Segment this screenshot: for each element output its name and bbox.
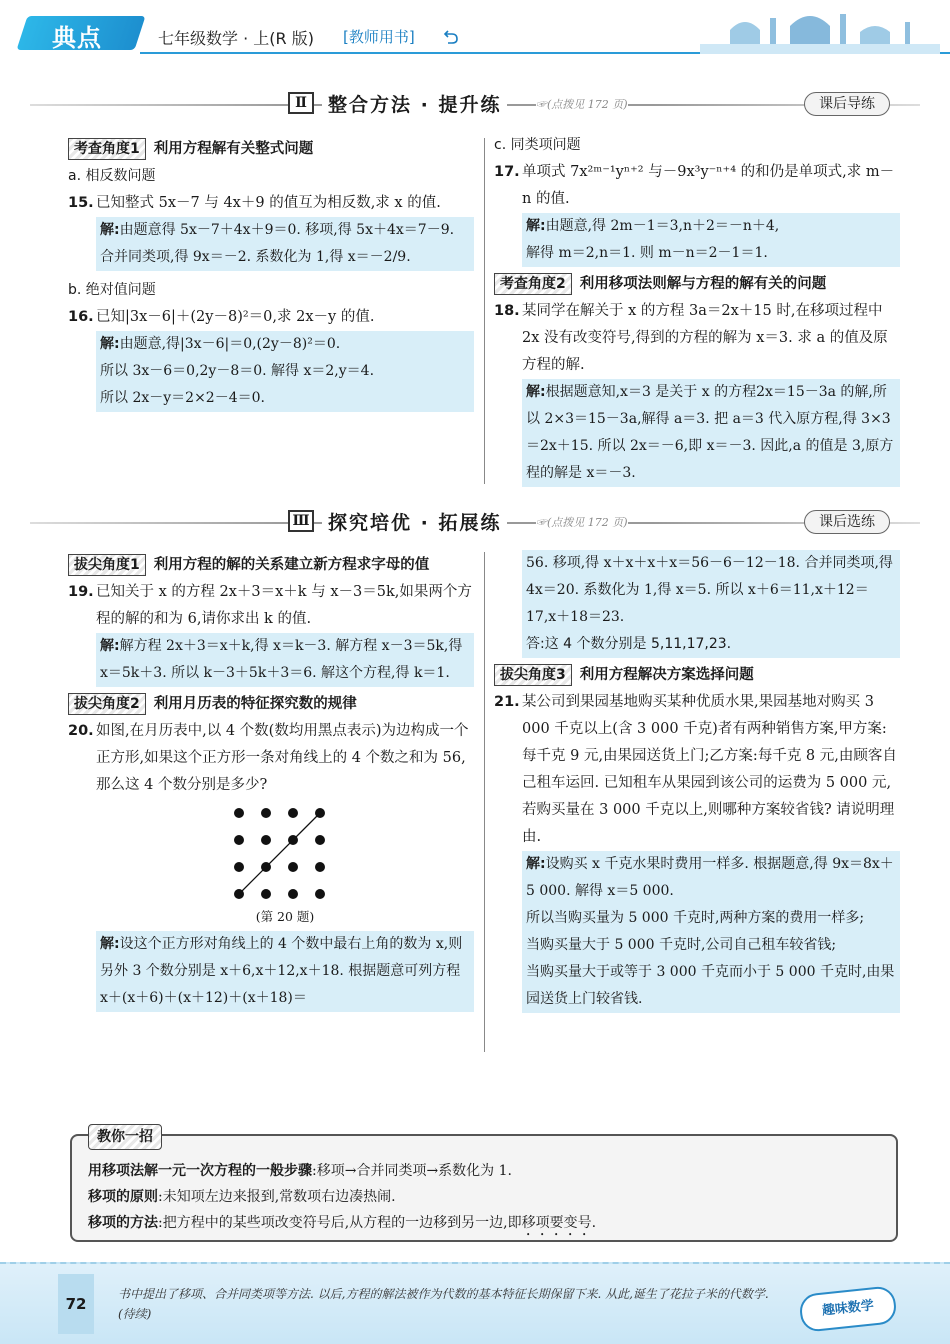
tip-line-bold: 用移项法解一元一次方程的一般步骤 (88, 1163, 312, 1179)
page-header (0, 0, 950, 56)
section-title: 探究培优 · 拓展练 (322, 508, 507, 535)
tip-line-text: :把方程中的某些项改变符号后,从方程的一边移到另一边,即 (158, 1215, 522, 1231)
question-21 (494, 689, 900, 851)
angle-heading (494, 662, 900, 689)
answer-line: 所以当购买量为 5 000 千克时,两种方案的费用一样多; (526, 910, 865, 926)
answer-text: 设这个正方形对角线上的 4 个数中最右上角的数为 x,则另外 3 个数分别是 x＋6,x＋12,x＋18. 根据题意可列方程 x＋(x＋6)＋(x＋12)＋(x＋18)＝ (100, 936, 463, 1006)
question-17 (494, 159, 900, 213)
calendar-dot (288, 889, 298, 899)
calendar-dot (315, 835, 325, 845)
answer-text: 根据题意知,x＝3 是关于 x 的方程2x＝15－3a 的解,所以 2×3＝15－3a,解得 a＝3. 把 a＝3 代入原方程,得 3×3＝2x＋15. 所以 2x＝－6,即 x＝－3. 因此,a 的值是 3,原方程的解是 x＝－3. (526, 384, 894, 481)
question-number: 17. (494, 164, 520, 180)
tip-body (88, 1158, 888, 1239)
question-number: 20. (68, 723, 94, 739)
angle-title: 利用方程的解的关系建立新方程求字母的值 (153, 557, 430, 573)
angle-title: 利用移项法则解与方程的解有关的问题 (579, 276, 827, 292)
teacher-edition-badge: [教师用书] (343, 28, 415, 46)
answer-15 (96, 217, 474, 271)
question-text: 某同学在解关于 x 的方程 3a＝2x＋15 时,在移项过程中 2x 没有改变符号,得到的方程的解为 x＝3. 求 a 的值及原方程的解. (522, 303, 888, 373)
section-reference: ☞(点拨见 172 页) (536, 516, 628, 529)
question-text: 某公司到果园基地购买某种优质水果,果园基地对购买 3 000 千克以上(含 3 000 千克)者有两种销售方案,甲方案:每千克 9 元,由果园送货上门;乙方案:每千克 8 元,由顾客自己租车运回. 已知租车从果园到该公司的运费为 5 000 元,若购买量在 3 000 千克以上,则哪种方案较省钱? 请说明理由. (522, 694, 897, 845)
calendar-dot (234, 835, 244, 845)
calendar-dot (234, 889, 244, 899)
angle-heading (68, 136, 474, 163)
answer-21 (522, 851, 900, 1013)
question-text: 已知整式 5x－7 与 4x＋9 的值互为相反数,求 x 的值. (96, 195, 441, 211)
answer-label: 解: (100, 936, 120, 952)
calendar-dot (288, 835, 298, 845)
answer-20-continued (522, 550, 900, 658)
answer-17 (522, 213, 900, 267)
question-number: 15. (68, 195, 94, 211)
tip-line (88, 1184, 888, 1210)
angle-heading (68, 552, 474, 579)
question-18 (494, 298, 900, 379)
section-iii-left-column (68, 552, 474, 1012)
angle-title: 利用方程解决方案选择问题 (579, 667, 754, 683)
skyline-illustration-icon (700, 4, 940, 54)
book-title: 七年级数学 · 上(R 版) (158, 29, 314, 48)
tip-line-bold: 移项的原则 (88, 1189, 158, 1205)
section-title: 整合方法 · 提升练 (322, 90, 507, 117)
section-ii-right-column (494, 132, 900, 487)
calendar-dot (288, 808, 298, 818)
calendar-dot (261, 808, 271, 818)
question-number: 18. (494, 303, 520, 319)
question-text: 单项式 7x²ᵐ⁻¹yⁿ⁺² 与－9x³y⁻ⁿ⁺⁴ 的和仍是单项式,求 m－n 的值. (522, 164, 895, 207)
answer-label: 解: (526, 384, 546, 400)
angle-tag: 拔尖角度1 (68, 554, 146, 576)
section-ii-left-column (68, 136, 474, 412)
answer-19 (96, 633, 474, 687)
tip-line-text: . (591, 1215, 597, 1231)
column-divider (484, 138, 485, 484)
calendar-dot (261, 835, 271, 845)
angle-tag: 考查角度1 (68, 138, 146, 160)
answer-text: 56. 移项,得 x＋x＋x＋x＝56－6－12－18. 合并同类项,得 4x＝20. 系数化为 1,得 x＝5. 所以 x＋6＝11,x＋12＝17,x＋18＝23. (526, 555, 893, 625)
fun-math-badge: 趣味数学 (798, 1285, 897, 1333)
answer-label: 解: (526, 856, 546, 872)
answer-line: 由题意,得|3x－6|＝0,(2y－8)²＝0. (119, 336, 341, 352)
question-number: 16. (68, 309, 94, 325)
answer-18 (522, 379, 900, 487)
section-number: Ⅱ (288, 92, 314, 114)
tip-line-bold: 移项的方法 (88, 1215, 158, 1231)
question-15 (68, 190, 474, 217)
calendar-dot (261, 862, 271, 872)
section-tag: 课后导练 (804, 92, 890, 116)
calendar-dot (234, 808, 244, 818)
answer-line: 当购买量大于或等于 3 000 千克而小于 5 000 千克时,由果园送货上门较省钱. (526, 964, 895, 1007)
footer-story-text: 书中提出了移项、合并同类项等方法. 以后,方程的解法被作为代数的基本特征长期保留下来. 从此,诞生了花拉子米的代数学. (待续) (118, 1287, 769, 1321)
calendar-dot (315, 889, 325, 899)
answer-line: 设购买 x 千克水果时费用一样多. 根据题意,得 9x＝8x＋5 000. 解得 x＝5 000. (526, 856, 894, 899)
calendar-dot (315, 808, 325, 818)
question-text: 已知|3x－6|＋(2y－8)²＝0,求 2x－y 的值. (96, 309, 375, 325)
answer-16 (96, 331, 474, 412)
answer-text: 由题意得 5x－7＋4x＋9＝0. 移项,得 5x＋4x＝7－9. 合并同类项,得 9x＝－2. 系数化为 1,得 x＝－2/9. (100, 222, 455, 265)
column-divider (484, 552, 485, 1052)
answer-label: 解: (100, 222, 120, 238)
answer-line: 所以 3x－6＝0,2y－8＝0. 解得 x＝2,y＝4. (100, 363, 375, 379)
question-20 (68, 718, 474, 799)
answer-line: 所以 2x－y＝2×2－4＝0. (100, 390, 265, 406)
angle-heading (494, 271, 900, 298)
question-text: 已知关于 x 的方程 2x＋3＝x＋k 与 x－3＝5k,如果两个方程的解的和为 6,请你求出 k 的值. (96, 584, 472, 627)
answer-line: 当购买量大于 5 000 千克时,公司自己租车较省钱; (526, 937, 837, 953)
answer-line: 由题意,得 2m－1＝3,n＋2＝－n＋4, (545, 218, 780, 234)
calendar-dot (315, 862, 325, 872)
tip-line (88, 1158, 888, 1184)
page-number: 72 (58, 1274, 94, 1334)
angle-title: 利用月历表的特征探究数的规律 (153, 696, 357, 712)
angle-tag: 考查角度2 (494, 273, 572, 295)
angle-title: 利用方程解有关整式问题 (153, 141, 314, 157)
angle-tag: 拔尖角度2 (68, 693, 146, 715)
angle-heading (68, 691, 474, 718)
tip-line (88, 1210, 888, 1239)
subsection-label: b. 绝对值问题 (68, 282, 156, 298)
back-arrow-icon (442, 28, 460, 46)
figure-caption: (第 20 题) (255, 909, 315, 924)
section-number: Ⅲ (288, 510, 314, 532)
question-16 (68, 304, 474, 331)
section-iii-header (30, 504, 920, 538)
brand-logo-text: 典点 (52, 24, 102, 52)
section-ii-header (30, 86, 920, 120)
question-text: 如图,在月历表中,以 4 个数(数均用黑点表示)为边构成一个正方形,如果这个正方形一条对角线上的 4 个数之和为 56,那么这 4 个数分别是多少? (96, 723, 469, 793)
answer-20 (96, 931, 474, 1012)
section-reference: ☞(点拨见 172 页) (536, 98, 628, 111)
question-number: 19. (68, 584, 94, 600)
calendar-dot (234, 862, 244, 872)
answer-label: 解: (526, 218, 546, 234)
answer-line: 解得 m＝2,n＝1. 则 m－n＝2－1＝1. (526, 245, 768, 261)
answer-label: 解: (100, 638, 120, 654)
calendar-dot (288, 862, 298, 872)
angle-tag: 拔尖角度3 (494, 664, 572, 686)
subsection-label: a. 相反数问题 (68, 168, 156, 184)
question-19 (68, 579, 474, 633)
tip-line-text: :移项→合并同类项→系数化为 1. (312, 1163, 512, 1179)
question-number: 21. (494, 694, 520, 710)
answer-final: 答:这 4 个数分别是 5,11,17,23. (526, 636, 732, 652)
diagonal-line (239, 813, 320, 894)
calendar-figure (96, 799, 474, 927)
tip-emphasis: 移项要变号 (521, 1215, 592, 1231)
section-iii-right-column (494, 550, 900, 1013)
subsection-label: c. 同类项问题 (494, 137, 581, 153)
section-tag: 课后选练 (804, 510, 890, 534)
answer-label: 解: (100, 336, 120, 352)
calendar-dot (261, 889, 271, 899)
answer-text: 解方程 2x＋3＝x＋k,得 x＝k－3. 解方程 x－3＝5k,得 x＝5k＋3. 所以 k－3＋5k＋3＝6. 解这个方程,得 k＝1. (100, 638, 463, 681)
tip-line-text: :未知项左边来报到,常数项右边凑热闹. (158, 1189, 396, 1205)
tip-heading: 教你一招 (88, 1124, 162, 1150)
calendar-dot-grid (230, 799, 340, 903)
